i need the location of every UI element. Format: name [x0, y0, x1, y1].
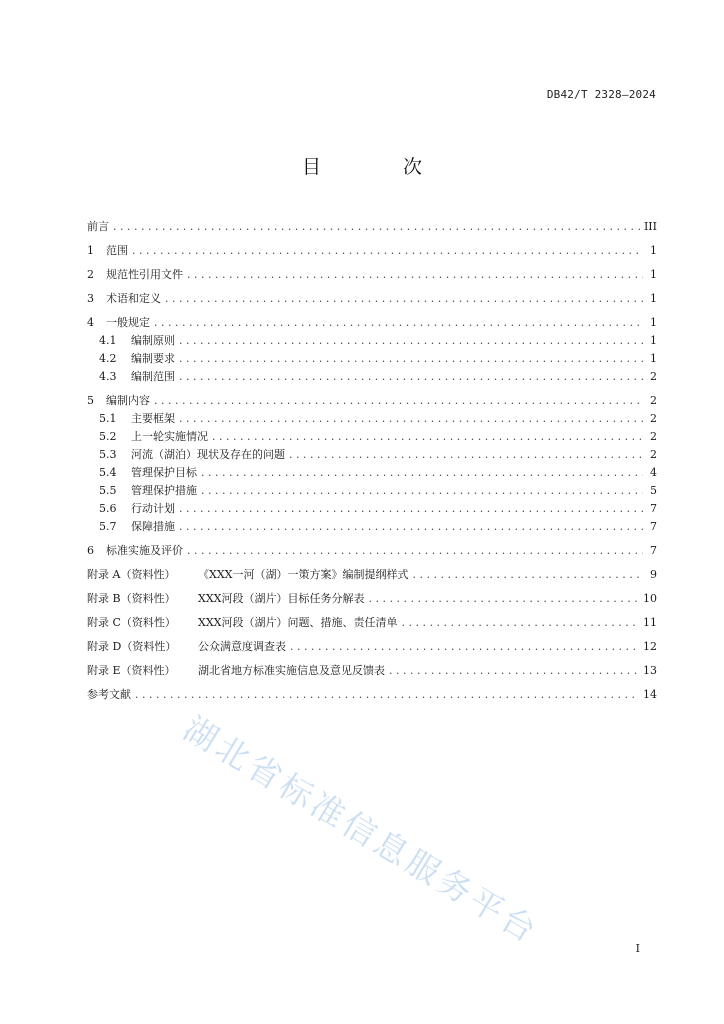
toc-entry-number: 5.7 [99, 520, 117, 533]
toc-entry-label: 《XXX一河（湖）一策方案》编制提纲样式 [198, 568, 409, 581]
toc-entry-page: III [643, 220, 657, 233]
platform-watermark: 湖北省标准信息服务平台 [176, 708, 546, 952]
toc-entry-scope[interactable] [87, 242, 657, 260]
toc-entry-page: 7 [650, 502, 657, 515]
dot-leader [402, 614, 640, 632]
toc-entry-number: 5 [87, 394, 94, 407]
dot-leader [201, 482, 643, 500]
toc-entry-page: 2 [650, 430, 657, 443]
toc-entry-appendix-tag: 附录 E（资料性） [87, 664, 176, 677]
toc-entry-label: 规范性引用文件 [106, 268, 183, 281]
toc-entry-page: 1 [650, 352, 657, 365]
dot-leader [413, 566, 644, 584]
toc-entry-number: 5.1 [99, 412, 117, 425]
toc-entry-foreword[interactable] [87, 218, 657, 236]
toc-entry-number: 5.4 [99, 466, 117, 479]
toc-entry-5-1[interactable] [87, 410, 657, 428]
toc-entry-4-1[interactable] [87, 332, 657, 350]
toc-entry-appendix-tag: 附录 B（资料性） [87, 592, 176, 605]
toc-entry-label: 公众满意度调查表 [198, 640, 286, 653]
table-of-contents [87, 218, 657, 704]
dot-leader [187, 542, 643, 560]
toc-entry-page: 7 [650, 520, 657, 533]
toc-entry-compilation-content[interactable] [87, 392, 657, 410]
toc-entry-5-7[interactable] [87, 518, 657, 536]
dot-leader [179, 518, 643, 536]
toc-entry-page: 1 [650, 292, 657, 305]
toc-entry-5-6[interactable] [87, 500, 657, 518]
toc-entry-label: 管理保护目标 [131, 466, 197, 479]
toc-entry-label: 编制原则 [131, 334, 175, 347]
toc-entry-number: 2 [87, 268, 94, 281]
toc-entry-number: 5.6 [99, 502, 117, 515]
toc-entry-page: 11 [643, 616, 657, 629]
toc-entry-5-3[interactable] [87, 446, 657, 464]
toc-entry-page: 2 [650, 370, 657, 383]
toc-entry-page: 4 [650, 466, 657, 479]
toc-entry-label: 上一轮实施情况 [131, 430, 208, 443]
toc-entry-label: 编制范围 [131, 370, 175, 383]
toc-entry-page: 1 [650, 316, 657, 329]
toc-entry-appendix-d[interactable] [87, 638, 657, 656]
dot-leader [187, 266, 643, 284]
toc-entry-label: 一般规定 [106, 316, 150, 329]
toc-entry-label: 行动计划 [131, 502, 175, 515]
toc-entry-label: 前言 [87, 220, 109, 233]
dot-leader [154, 392, 643, 410]
dot-leader [154, 314, 643, 332]
toc-entry-number: 4.3 [99, 370, 117, 383]
toc-entry-page: 2 [650, 448, 657, 461]
dot-leader [212, 428, 643, 446]
toc-entry-number: 5.5 [99, 484, 117, 497]
toc-entry-label: 湖北省地方标准实施信息及意见反馈表 [198, 664, 385, 677]
toc-entry-5-4[interactable] [87, 464, 657, 482]
toc-entry-page: 10 [643, 592, 657, 605]
toc-entry-page: 12 [643, 640, 657, 653]
toc-entry-appendix-tag: 附录 C（资料性） [87, 616, 176, 629]
toc-entry-page: 13 [643, 664, 657, 677]
toc-entry-page: 1 [650, 268, 657, 281]
toc-entry-page: 7 [650, 544, 657, 557]
toc-entry-number: 4.1 [99, 334, 117, 347]
toc-entry-terms-definitions[interactable] [87, 290, 657, 308]
toc-entry-page: 2 [650, 412, 657, 425]
toc-entry-number: 6 [87, 544, 94, 557]
toc-entry-bibliography[interactable] [87, 686, 657, 704]
toc-entry-page: 14 [643, 688, 657, 701]
dot-leader [389, 662, 639, 680]
toc-entry-page: 9 [650, 568, 657, 581]
dot-leader [179, 500, 643, 518]
standard-code: DB42/T 2328—2024 [546, 88, 656, 101]
toc-entry-implementation-evaluation[interactable] [87, 542, 657, 560]
toc-entry-label: 主要框架 [131, 412, 175, 425]
toc-entry-number: 5.2 [99, 430, 117, 443]
dot-leader [179, 332, 643, 350]
toc-entry-4-2[interactable] [87, 350, 657, 368]
toc-entry-number: 4.2 [99, 352, 117, 365]
toc-entry-label: 保障措施 [131, 520, 175, 533]
toc-entry-label: XXX河段（湖片）问题、措施、责任清单 [198, 616, 398, 629]
toc-entry-label: 参考文献 [87, 688, 131, 701]
toc-entry-appendix-c[interactable] [87, 614, 657, 632]
toc-entry-page: 1 [650, 334, 657, 347]
toc-entry-page: 2 [650, 394, 657, 407]
dot-leader [290, 638, 639, 656]
toc-entry-label: 河流（湖泊）现状及存在的问题 [131, 448, 285, 461]
toc-entry-number: 1 [87, 244, 94, 257]
toc-entry-normative-references[interactable] [87, 266, 657, 284]
page-number: I [635, 942, 640, 955]
toc-entry-appendix-a[interactable] [87, 566, 657, 584]
toc-entry-label: 标准实施及评价 [106, 544, 183, 557]
toc-entry-page: 1 [650, 244, 657, 257]
toc-entry-number: 5.3 [99, 448, 117, 461]
toc-entry-4-3[interactable] [87, 368, 657, 386]
toc-entry-5-5[interactable] [87, 482, 657, 500]
toc-entry-appendix-tag: 附录 A（资料性） [87, 568, 176, 581]
dot-leader [179, 368, 643, 386]
toc-entry-label: XXX河段（湖片）目标任务分解表 [198, 592, 365, 605]
toc-entry-label: 术语和定义 [106, 292, 161, 305]
toc-entry-appendix-b[interactable] [87, 590, 657, 608]
toc-entry-number: 4 [87, 316, 94, 329]
toc-entry-5-2[interactable] [87, 428, 657, 446]
dot-leader [132, 242, 643, 260]
dot-leader [179, 350, 643, 368]
dot-leader [369, 590, 640, 608]
toc-entry-label: 管理保护措施 [131, 484, 197, 497]
toc-entry-label: 编制要求 [131, 352, 175, 365]
toc-entry-label: 编制内容 [106, 394, 150, 407]
dot-leader [289, 446, 643, 464]
toc-entry-page: 5 [650, 484, 657, 497]
dot-leader [135, 686, 639, 704]
toc-entry-label: 范围 [106, 244, 128, 257]
dot-leader [113, 218, 640, 236]
toc-title: 目 次 [301, 156, 461, 178]
toc-entry-appendix-tag: 附录 D（资料性） [87, 640, 177, 653]
dot-leader [201, 464, 643, 482]
toc-entry-general-provisions[interactable] [87, 314, 657, 332]
dot-leader [165, 290, 643, 308]
toc-entry-number: 3 [87, 292, 94, 305]
dot-leader [179, 410, 643, 428]
toc-entry-appendix-e[interactable] [87, 662, 657, 680]
